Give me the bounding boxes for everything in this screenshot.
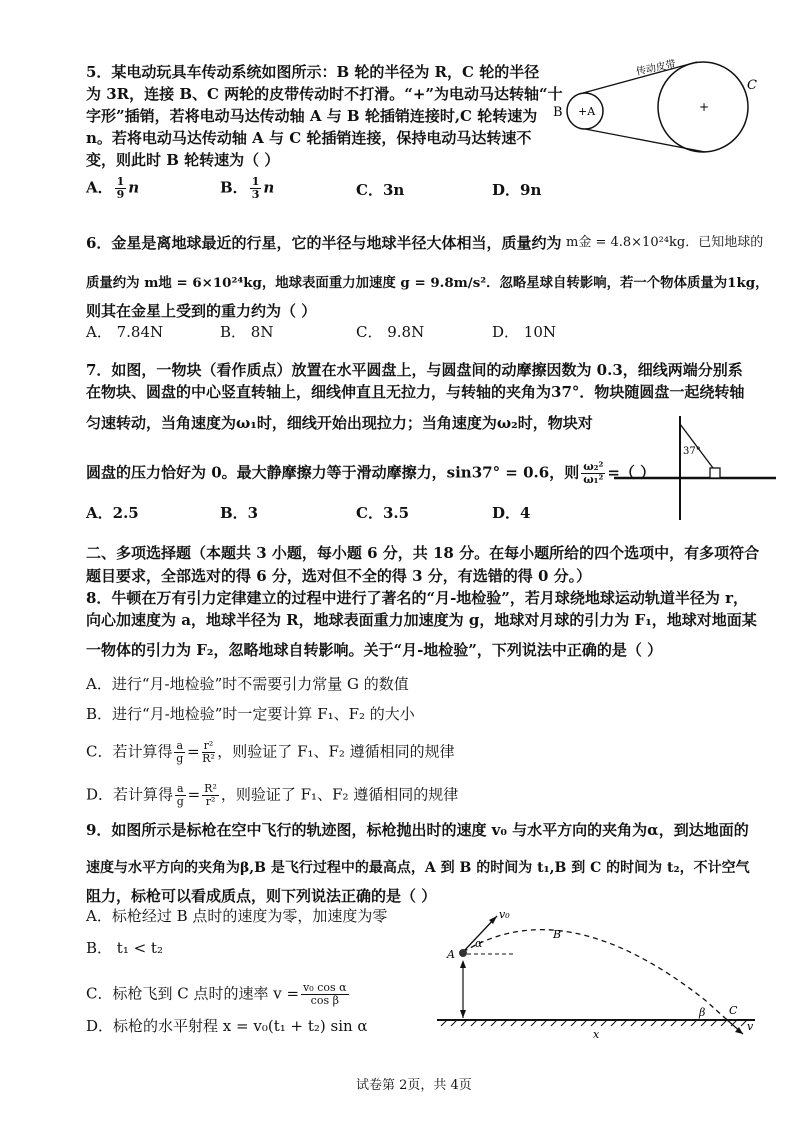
q7-option-b[interactable]: B．3 — [220, 504, 259, 522]
fraction-numerator: r² — [203, 739, 214, 752]
q7-option-d[interactable]: D．4 — [492, 504, 531, 522]
q7-line-4-text: 圆盘的压力恰好为 0。最大静摩擦力等于滑动摩擦力，sin37° = 0.6，则 — [86, 463, 580, 482]
q9-speed-fraction — [301, 982, 348, 1007]
q6-line-1a: 6．金星是离地球最近的行星，它的半径与地球半径大体相当，质量约为 — [86, 234, 562, 252]
q7-line-3: 匀速转动，当角速度为ω₁时，细线开始出现拉力；当角速度为ω₂时，物块对 — [86, 414, 593, 432]
fraction-denominator: cos β — [310, 994, 339, 1007]
fraction-a-over-g — [175, 783, 186, 808]
q8-option-c-tail: ，则验证了 F₁、F₂ 遵循相同的规律 — [217, 742, 455, 761]
final-velocity-label: v — [747, 1020, 754, 1033]
fraction-numerator: 1 — [116, 175, 125, 188]
fraction-numerator: a — [176, 739, 184, 752]
point-a-label: A — [447, 948, 455, 961]
q9-option-b[interactable]: B． t₁ < t₂ — [86, 939, 163, 957]
q6-option-d[interactable]: D． 10N — [492, 323, 557, 341]
q5-option-a[interactable] — [86, 176, 139, 201]
q9-option-c[interactable] — [86, 982, 351, 1007]
fraction-denominator: g — [176, 795, 184, 808]
fraction-numerator: a — [177, 782, 184, 795]
q9-line-3: 阻力，标枪可以看成质点，则下列说法正确的是（ ） — [86, 887, 437, 905]
page-footer: 试卷第 2页，共 4页 — [356, 1078, 472, 1093]
q5-option-b[interactable] — [220, 176, 274, 201]
q8-line-1: 8．牛顿在万有引力定律建立的过程中进行了著名的“月-地检验”，若月球绕地球运动轨道半径为 r， — [86, 589, 749, 607]
fraction-R-over-r — [202, 783, 219, 808]
q5-option-a-label: A． — [86, 178, 113, 197]
q9-line-1: 9．如图所示是标枪在空中飞行的轨迹图，标枪抛出时的速度 v₀ 与水平方向的夹角为α，到达地面的 — [86, 821, 749, 839]
belt-label: 传动皮带 — [635, 58, 677, 78]
v0-label: v₀ — [499, 908, 510, 921]
q9-line-2: 速度与水平方向的夹角为β,B 是飞行过程中的最高点，A 到 B 的时间为 t₁,B 到 C 的时间为 t₂，不计空气 — [86, 860, 750, 876]
q7-option-a[interactable]: A．2.5 — [86, 504, 139, 522]
q8-line-3: 一物体的引力为 F₂，忽略地球自转影响。关于“月-地检验”，下列说法中正确的是（ ） — [86, 641, 663, 659]
q5-belt-diagram — [545, 55, 775, 165]
q6-option-b[interactable]: B． 8N — [220, 323, 274, 341]
belt-bottom — [585, 129, 705, 152]
angle-label: 37° — [683, 446, 701, 457]
q9-javelin-trajectory-diagram — [435, 900, 765, 1050]
q8-option-a[interactable]: A．进行“月-地检验”时不需要引力常量 G 的数值 — [86, 675, 409, 693]
height-arrow-up — [460, 960, 466, 968]
section-heading-line-1: 二、多项选择题（本题共 3 小题，每小题 6 分，共 18 分。在每小题所给的四个选项中，有多项符合 — [86, 544, 760, 562]
section-heading-line-2: 题目要求，全部选对的得 6 分，选对但不全的得 3 分，有选错的得 0 分。） — [86, 567, 592, 585]
q8-option-d[interactable] — [86, 783, 458, 808]
fraction-a-over-g — [174, 740, 185, 765]
q8-option-d-tail: ，则验证了 F₁、F₂ 遵循相同的规律 — [220, 785, 459, 804]
q5-option-b-label: B． — [220, 178, 248, 197]
q8-option-b[interactable]: B．进行“月-地检验”时一定要计算 F₁、F₂ 的大小 — [86, 705, 415, 723]
equals-sign: = — [187, 742, 200, 761]
q8-option-c-text: C．若计算得 — [86, 742, 173, 761]
label-b: B — [553, 105, 563, 120]
point-c-label: C — [729, 1004, 738, 1017]
q7-omega-ratio — [581, 461, 605, 486]
q7-option-c[interactable]: C．3.5 — [356, 504, 410, 522]
q6-line-2: 质量约为 m地 = 6×10²⁴kg，地球表面重力加速度 g = 9.8m/s²．忽略星球自转影响，若一个物体质量为1kg， — [86, 275, 769, 291]
q7-line-4 — [86, 461, 655, 486]
q9-option-a[interactable]: A．标枪经过 B 点时的速度为零，加速度为零 — [86, 907, 388, 925]
q5-line-5: 变，则此时 B 轮转速为（ ） — [86, 151, 280, 169]
point-b-label: B — [553, 928, 562, 941]
q5-option-d[interactable]: D．9n — [492, 181, 542, 199]
beta-label: β — [699, 1006, 706, 1019]
q5-option-b-fraction — [250, 176, 262, 201]
block — [710, 468, 720, 478]
q5-option-a-fraction — [115, 176, 127, 201]
q6-option-c[interactable]: C． 9.8N — [356, 323, 425, 341]
fraction-denominator: R² — [202, 752, 215, 765]
fraction-denominator: r² — [205, 795, 216, 808]
q5-line-2: 为 3R，连接 B、C 两轮的皮带传动时不打滑。“+”为电动马达转轴“十 — [86, 85, 563, 103]
q7-line-1: 7．如图，一物块（看作质点）放置在水平圆盘上，与圆盘间的动摩擦因数为 0.3，细线两端分别系 — [86, 361, 743, 379]
alpha-label: α — [475, 937, 483, 950]
q5-line-1: 5．某电动玩具车传动系统如图所示：B 轮的半径为 R，C 轮的半径 — [86, 63, 540, 81]
fraction-denominator: 9 — [116, 188, 125, 201]
equals-sign: = — [187, 785, 201, 804]
q5-line-3: 字形”插销，若将电动马达传动轴 A 与 B 轮插销连接时,C 轮转速为 — [86, 107, 538, 125]
fraction-denominator: ω₁² — [583, 473, 604, 486]
fraction-numerator: ω₂² — [583, 460, 604, 473]
q5-option-b-tail: n — [263, 178, 275, 197]
q6-line-1b: m金 = 4.8×10²⁴kg．已知地球的 — [566, 235, 764, 250]
q7-line-4-tail: =（ ） — [607, 463, 656, 482]
q7-disk-diagram — [610, 412, 780, 522]
axle-a-label: +A — [578, 105, 596, 118]
q9-option-c-text: C．标枪飞到 C 点时的速率 v = — [86, 984, 300, 1003]
trajectory-path — [463, 930, 725, 1018]
q5-option-c[interactable]: C．3n — [356, 181, 405, 199]
range-label: x — [593, 1028, 600, 1041]
point-a-marker — [459, 949, 467, 957]
fraction-r-over-R — [202, 740, 216, 765]
height-arrow-down — [460, 1010, 466, 1018]
q8-option-c[interactable] — [86, 740, 455, 765]
fraction-denominator: g — [176, 752, 184, 765]
fraction-numerator: 1 — [251, 175, 260, 188]
q9-option-d[interactable]: D．标枪的水平射程 x = v₀(t₁ + t₂) sin α — [86, 1017, 368, 1035]
q7-line-2: 在物块、圆盘的中心竖直转轴上，细线伸直且无拉力，与转轴的夹角为37°．物块随圆盘一起绕转轴 — [86, 383, 745, 401]
fraction-numerator: v₀ cos α — [303, 981, 347, 994]
fraction-numerator: R² — [204, 782, 217, 795]
q6-option-a[interactable]: A． 7.84N — [86, 323, 164, 341]
q5-line-4: n。若将电动马达传动轴 A 与 C 轮插销连接，保持电动马达转速不 — [86, 129, 532, 147]
q8-line-2: 向心加速度为 a，地球半径为 R，地球表面重力加速度为 g，地球对月球的引力为 F₁，地球对地面某 — [86, 611, 757, 629]
fraction-denominator: 3 — [251, 188, 260, 201]
q8-option-d-text: D．若计算得 — [86, 785, 174, 804]
q5-option-a-tail: n — [128, 178, 140, 197]
axle-c-plus: + — [699, 100, 710, 114]
label-c: C — [747, 78, 757, 93]
q6-line-3: 则其在金星上受到的重力约为（ ） — [86, 302, 317, 320]
